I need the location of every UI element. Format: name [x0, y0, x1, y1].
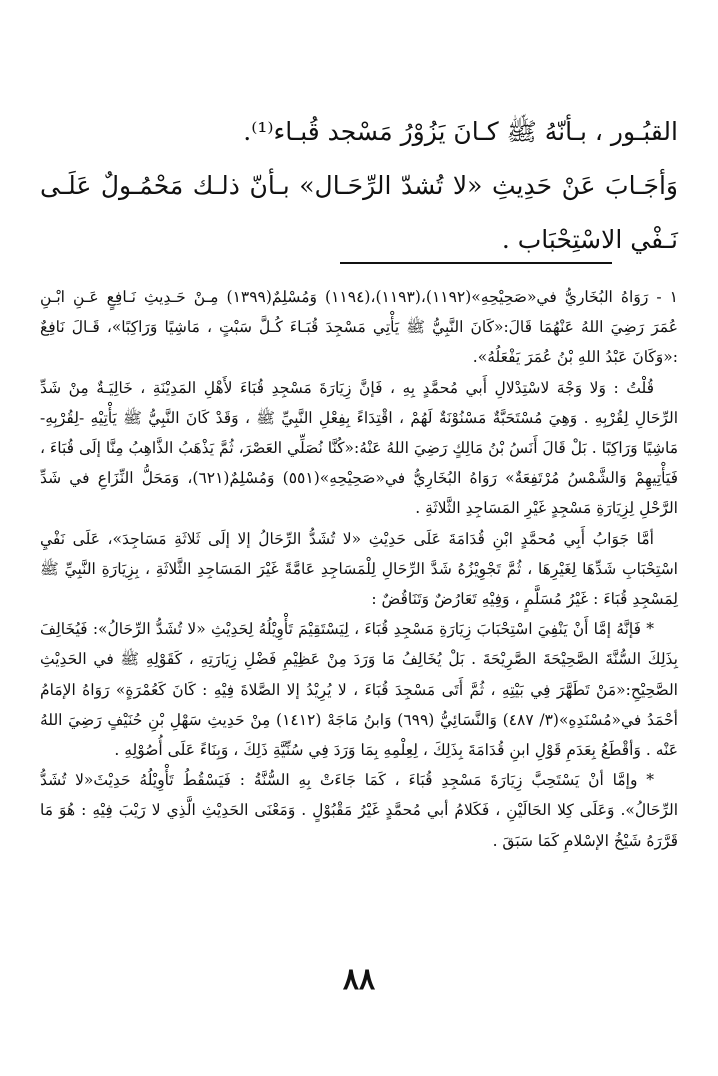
commentary-paragraph: قُلْتُ : وَلا وَجْهَ لاسْتِدْلالِ أَبي مُحمَّدٍ بِهِ ، فَإنَّ زِيَارَةَ مَسْجِدِ قُبَاءَ لأَهْلِ المَدِيْنَةِ ، خَالِيَـةٌ مِنْ شَدِّ الرِّحَالِ لِقُرْبِهِ . وَهِيَ مُسْتَحَبَّةٌ مَسْنُوْنَةٌ لَهُمْ ، اقْتِدَاءً بِفِعْلِ النَّبِيِّ ﷺ ، وَقَدْ كَانَ النَّبِيُّ ﷺ يَأْتِيْهِ -لِقُرْبِهِ- مَاشِيًا وَرَاكِبًا . بَلْ قَالَ أَنَسُ بْنُ مَالِكٍ رَضِيَ اللهُ عَنْهُ:«كُنَّا نُصَلِّي العَصْرَ، ثُمَّ يَذْهَبُ الذَّاهِبُ مِنَّا إلَى قُبَاءَ ، فَيَأْتِيهِمْ وَالشَّمْسُ مُرْتَفِعَةٌ» رَوَاهُ البُخَارِيُّ في«صَحِيْحِهِ»(٥٥١) وَمُسْلِمٌ(٦٢١)، وَمَحَلُّ النِّزَاعِ في شَدِّ الرَّحْلِ لِزِيَارَةِ مَسْجِدٍ غَيْرِ المَسَاجِدِ الثَّلاثَةِ .: [40, 378, 678, 518]
footnotes-section: [40, 282, 678, 856]
main-text: [40, 105, 678, 267]
footnote-divider: [340, 262, 612, 264]
main-paragraph: وَأجَـابَ عَنْ حَدِيثِ «لا تُشدّ الرِّحَـال» بـأنّ ذلـك مَحْمُـولٌ عَلَـى نَـفْي الاسْتِحْبَاب .: [40, 171, 678, 254]
commentary-paragraph: أمَّا جَوَابُ أَبِي مُحمَّدٍ ابْنِ قُدَامَةَ عَلَى حَدِيْثِ «لا تُشَدُّ الرِّحَالُ إلا إلَى ثَلاثَةِ مَسَاجِدَ»، عَلَى نَفْيِ اسْتِحْبَابِ شَدِّهَا لِغَيْرِهَا ، ثُمَّ تَجْوِيْزُهُ شَدَّ الرِّحَالِ لِلْمَسَاجِدِ عَامَّةً غَيْرَ المَسَاجِدِ الثَّلاثَةِ ، بِزِيَارَةِ النَّبِيِّ ﷺ لِمَسْجِدِ قُبَاءَ : غَيْرُ مُسَلَّمٍ ، وَفِيْهِ تَعَارُضٌ وَتَنَاقُضٌ :: [40, 529, 678, 609]
main-paragraph: القبُـور ، بـأنّهُ ﷺ كـانَ يَزُوْرُ مَسْجد قُبـاء⁽¹⁾.: [243, 117, 678, 146]
footnote: ١ - رَوَاهُ البُخَاريُّ في«صَحِيْحِهِ»(١١٩٢)،(١١٩٣)،(١١٩٤) وَمُسْلِمٌ(١٣٩٩) مِـنْ حَـدِيثِ نَـافِعٍ عَـنِ ابْـنِ عُمَرَ رَضِيَ اللهُ عَنْهُمَا قَالَ:«كَانَ النَّبِيُّ ﷺ يَأْتِي مَسْجِدَ قُبَـاءَ كُـلَّ سَبْتٍ ، مَاشِيًا وَرَاكِبًا»، قَـالَ نَافِعٌ :«وَكَانَ عَبْدُ اللهِ بْنُ عُمَرَ يَفْعَلُهُ».: [40, 288, 678, 367]
page-number: ٨٨: [342, 962, 376, 997]
commentary-paragraph: * وإمَّا أنْ يَسْتَحِبَّ زِيَارَةَ مَسْجِدِ قُبَاءَ ، كَمَا جَاءَتْ بِهِ السُّنَّةُ : فَيَسْقُطُ تَأْوِيْلُهُ حَدِيْثَ«لا تُشَدُّ الرِّحَالُ». وَعَلَى كِلا الحَالَيْنِ ، فَكَلامُ أبي مُحمَّدٍ غَيْرُ مَقْبُوْلٍ . وَمَعْنَى الحَدِيْثِ الَّذِي لا رَيْبَ فِيْهِ : هُوَ مَا قَرَّرَهُ شَيْخُ الإسْلامِ كَمَا سَبَقَ .: [40, 771, 678, 850]
commentary-paragraph: * فَإنَّهُ إمَّا أَنْ يَنْفِيَ اسْتِحْبَابَ زِيَارَةِ مَسْجِدِ قُبَاءَ ، لِيَسْتَقِيْمَ تَأْوِيْلُهُ لِحَدِيْثِ «لا تُشَدُّ الرِّحَالُ»: فَيُخَالِفَ بِذَلِكَ السُّنَّةَ الصَّحِيْحَةَ الصَّرِيْحَةَ . بَلْ يُخَالِفُ مَا وَرَدَ مِنْ عَظِيْمِ فَضْلِ زِيَارَتِهِ ، كَقَوْلِهِ ﷺ في الحَدِيْثِ الصَّحِيْحِ:«مَنْ تَطَهَّرَ فِي بَيْتِهِ ، ثُمَّ أَتَى مَسْجِدَ قُبَاءَ ، لا يُرِيْدُ إلا الصَّلاةَ فِيْهِ : كَانَ كَعُمْرَةٍ» رَوَاهُ الإمَامُ أحْمَدُ في«مُسْنَدِهِ»(٣/ ٤٨٧) وَالنَّسَائِيُّ (٦٩٩) وَابنُ مَاجَهْ (١٤١٢) مِنْ حَدِيثِ سَهْلِ بْنِ حُنَيْفٍ رَضِيَ اللهُ عَنْه . وَأقْطَعُ بِعَدَمِ قَوْلِ ابنِ قُدَامَةَ بِذَلِكَ ، لِعِلْمِهِ بِمَا وَرَدَ فِي سُنِّيَّةِ ذَلِكَ ، وَبِنَاءً عَلَى أُصُوْلِهِ .: [40, 620, 678, 760]
